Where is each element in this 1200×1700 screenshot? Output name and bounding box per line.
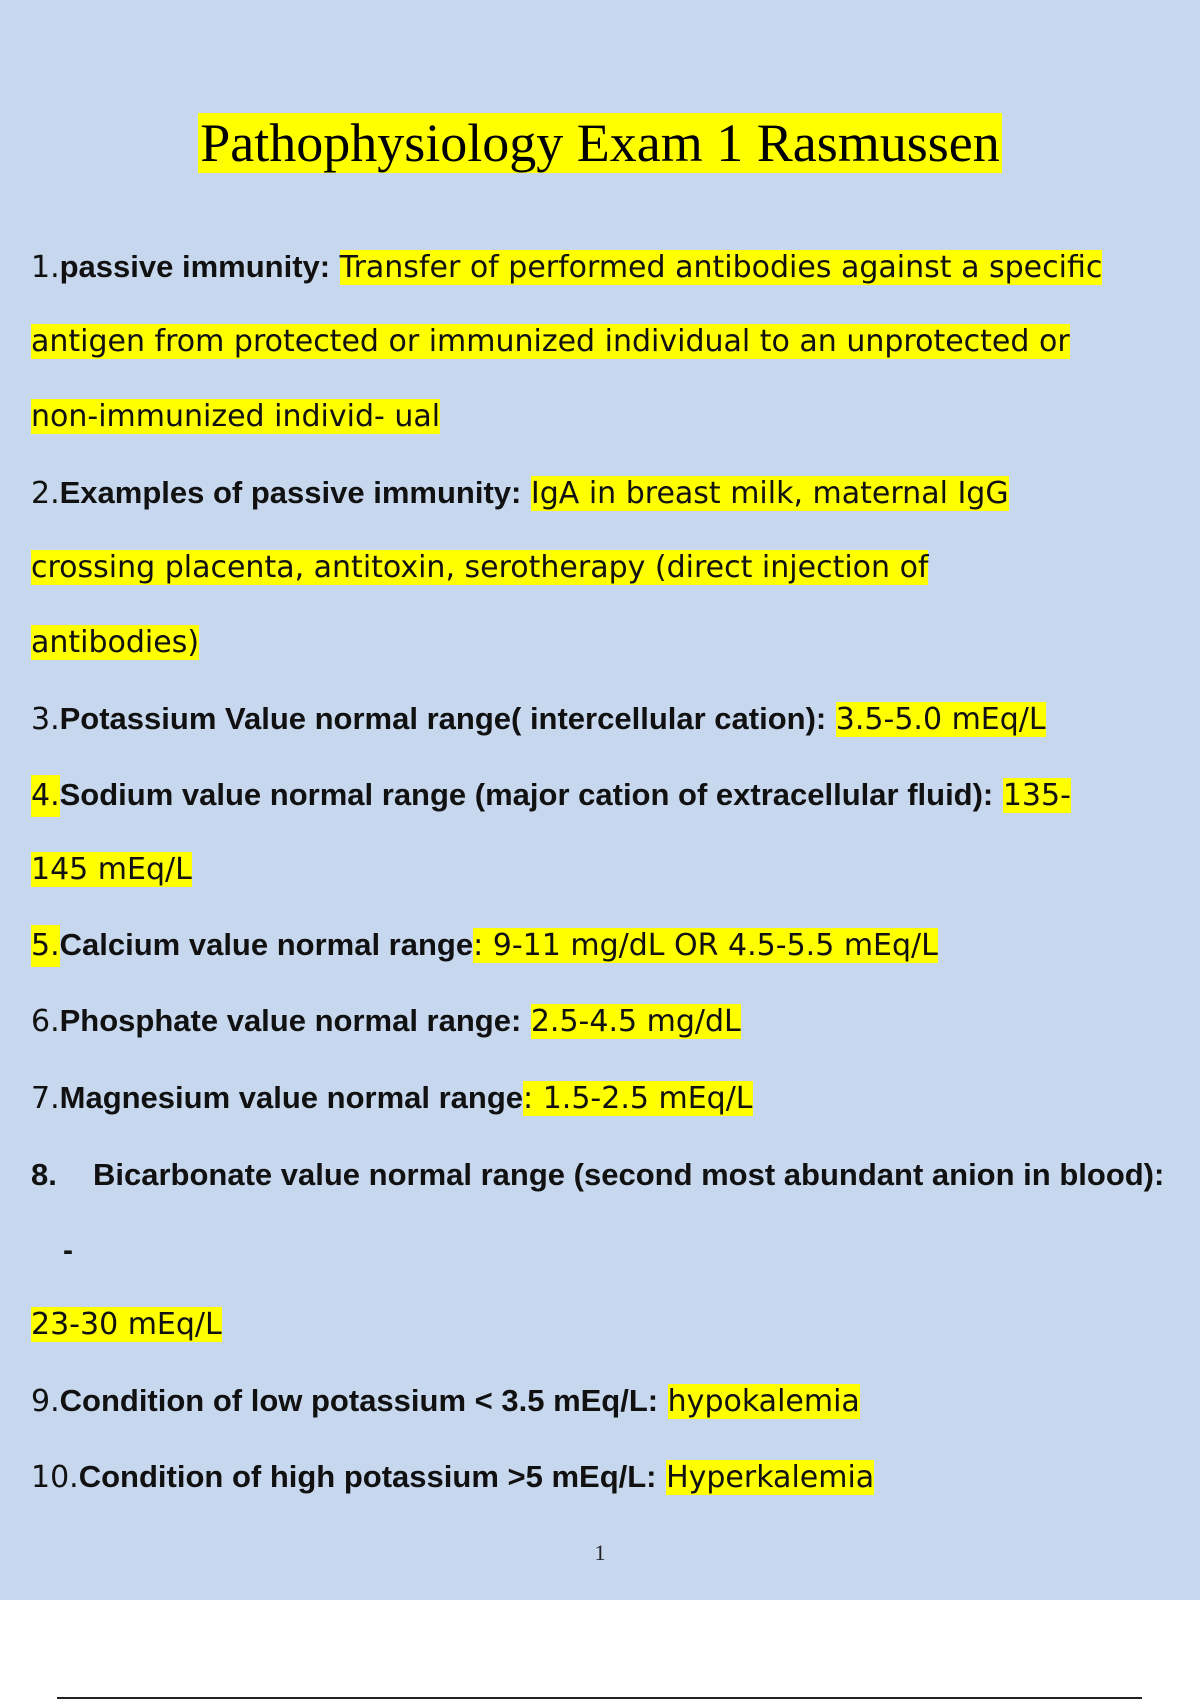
item-2-line-3 [31,622,199,664]
item-answer: 3.5-5.0 mEq/L [835,702,1046,737]
item-answer: antibodies) [31,625,200,660]
item-term: Bicarbonate value normal range (second most abundant anion in blood): [93,1157,1165,1192]
item-answer: 145 mEq/L [31,852,192,887]
item-answer: IgA in breast milk, maternal IgG [530,476,1009,511]
item-answer: non-immunized individ- ual [31,399,441,434]
item-10-line-1 [31,1456,874,1499]
item-term: Sodium value normal range (major cation of extracellular fluid): [59,777,994,812]
item-2-line-2 [31,547,928,589]
item-9-line-1 [31,1380,860,1423]
item-term: Phosphate value normal range: [59,1003,522,1038]
item-8-line-1 [31,1154,1164,1197]
item-number: 7. [31,1081,60,1116]
item-8-line-2 [31,1304,222,1346]
item-answer: Transfer of performed antibodies against a specific [339,250,1103,285]
item-number: 10. [31,1460,79,1495]
item-8-dash: - [63,1234,73,1267]
item-answer: Hyperkalemia [666,1460,875,1495]
item-4-line-1 [31,774,1071,817]
document-title: Pathophysiology Exam 1 Rasmussen [200,113,1000,173]
item-number: 2. [31,476,60,511]
item-term: Magnesium value normal range [59,1080,524,1115]
item-answer: 23-30 mEq/L [31,1307,222,1342]
item-answer: : 1.5-2.5 mEq/L [523,1081,753,1116]
item-answer: : 9-11 mg/dL OR 4.5-5.5 mEq/L [473,928,938,963]
item-number: 9. [31,1384,60,1419]
item-7-line-1 [31,1077,753,1120]
item-term: Potassium Value normal range( intercellular cation): [59,701,827,736]
item-3-line-1 [31,698,1046,741]
item-answer: hypokalemia [667,1384,860,1419]
item-2-line-1 [31,472,1009,515]
item-answer: antigen from protected or immunized individual to an unprotected or [31,324,1070,359]
item-term: Examples of passive immunity: [59,475,522,510]
item-term: Calcium value normal range [59,927,474,962]
item-term: Condition of low potassium < 3.5 mEq/L: [59,1383,659,1418]
item-term: passive immunity: [59,249,331,284]
item-answer: crossing placenta, antitoxin, serotherapy (direct injection of [31,550,929,585]
item-4-line-2 [31,849,192,891]
item-1-line-1 [31,246,1102,289]
item-number: 5. [31,925,60,967]
item-term: Condition of high potassium >5 mEq/L: [78,1459,657,1494]
footer-rule [57,1697,1142,1699]
item-number: 6. [31,1004,60,1039]
item-number: 1. [31,250,60,285]
item-number: 8. [31,1157,57,1192]
page-number: 1 [594,1540,606,1565]
item-1-line-3 [31,396,440,438]
title-container [0,110,1200,176]
item-answer: 135- [1002,778,1071,813]
item-5-line-1 [31,924,938,967]
item-6-line-1 [31,1000,741,1043]
item-answer: 2.5-4.5 mg/dL [530,1004,741,1039]
item-1-line-2 [31,321,1070,363]
item-number: 3. [31,702,60,737]
item-number: 4. [31,775,60,817]
